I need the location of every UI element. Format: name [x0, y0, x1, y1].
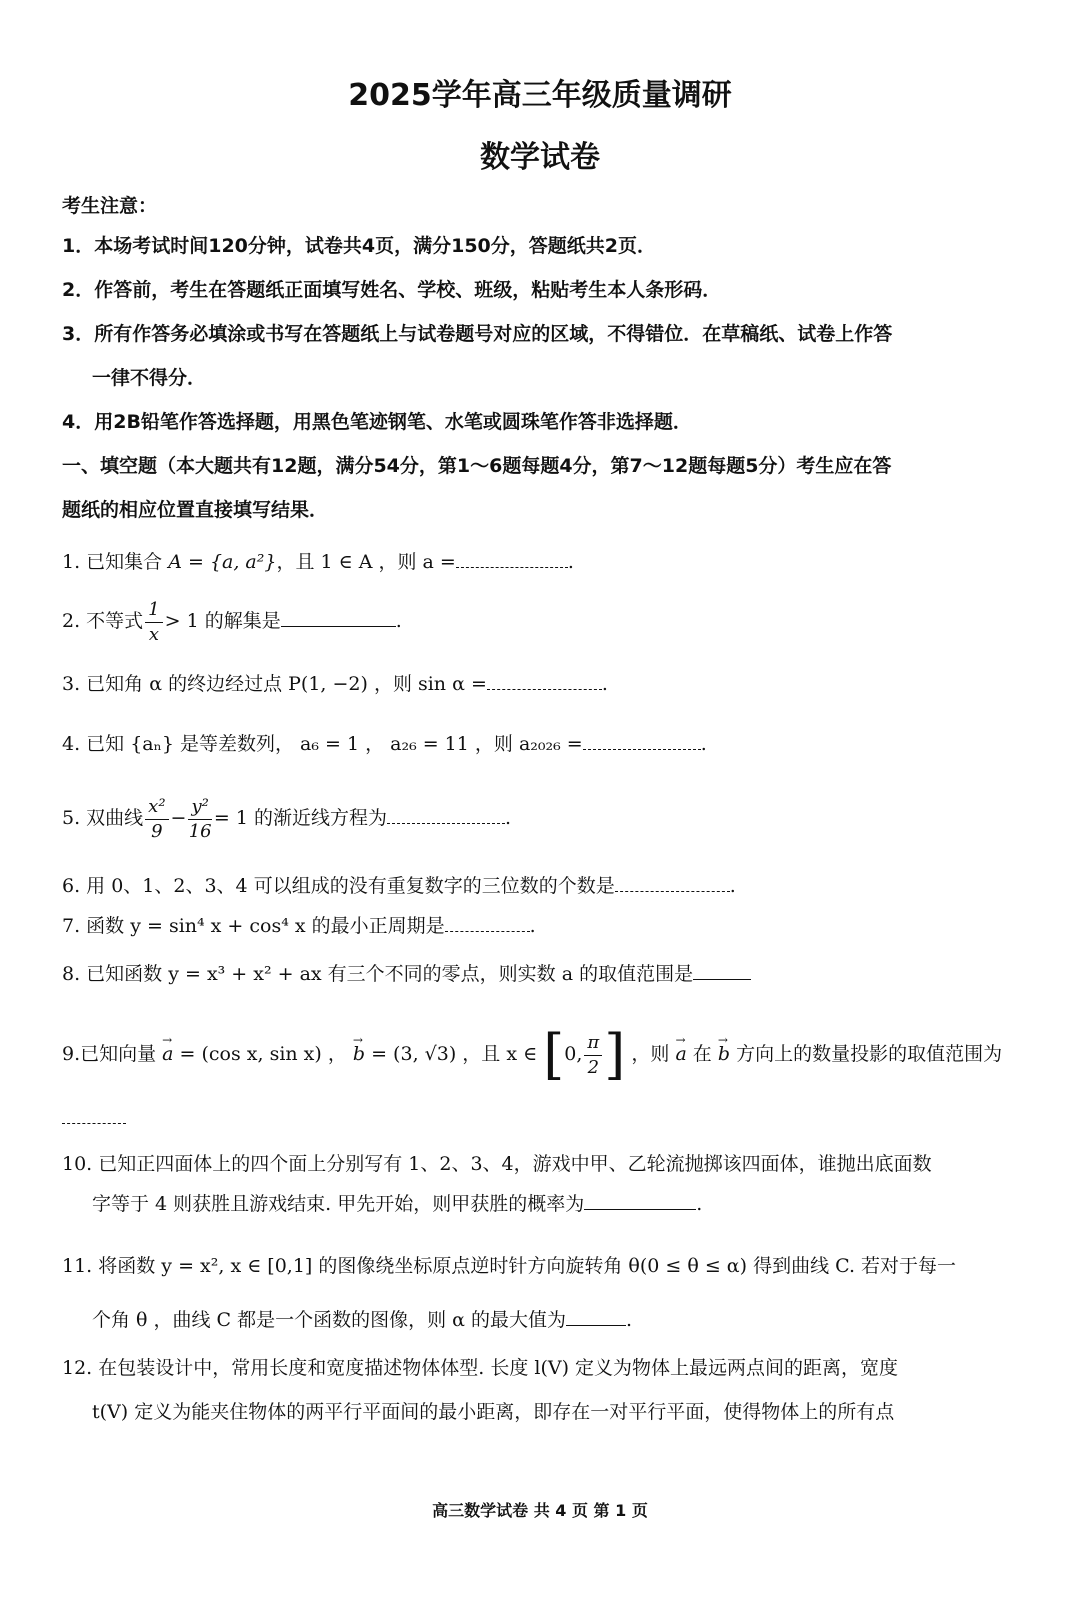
q9-vector-b-2: → b: [718, 1024, 730, 1084]
q5-end: .: [504, 807, 511, 829]
q5-den-x: 9: [151, 820, 163, 842]
notice-item-4: 4．用2B铅笔作答选择题，用黑色笔迹钢笔、水笔或圆珠笔作答非选择题．: [62, 411, 692, 433]
q5-prefix: 5. 双曲线: [62, 807, 144, 829]
q1-mid: ，且 1 ∈ A ，则 a =: [276, 551, 456, 573]
page-footer: 高三数学试卷 共 4 页 第 1 页: [432, 1501, 648, 1520]
question-12-line2: t(V) 定义为能夹住物体的两平行平面间的最小距离，即存在一对平行平面，使得物体上的所有点: [92, 1401, 895, 1423]
q9-right-bracket: ]: [604, 1023, 626, 1086]
q1-end: .: [567, 551, 574, 573]
q7-end: .: [529, 915, 536, 937]
notice-item-3-cont: 一律不得分．: [92, 367, 207, 389]
q8-text: 8. 已知函数 y = x³ + x² + ax 有三个不同的零点，则实数 a 的取值范围是: [62, 963, 694, 985]
exam-title: 2025学年高三年级质量调研: [348, 78, 732, 113]
q1-prefix: 1. 已知集合: [62, 551, 169, 573]
q6-answer-blank[interactable]: [615, 890, 730, 892]
question-10-line1: 10. 已知正四面体上的四个面上分别写有 1、2、3、4，游戏中甲、乙轮流抛掷该四面体，谁抛出底面数: [62, 1153, 932, 1175]
q9-b-def: = (3, √3) ，且 x ∈: [365, 1043, 544, 1065]
q7-text: 7. 函数 y = sin⁴ x + cos⁴ x 的最小正周期是: [62, 915, 445, 937]
question-7: [62, 912, 1020, 940]
question-6: [62, 872, 1020, 900]
question-8: [62, 960, 1020, 988]
q10-text: 字等于 4 则获胜且游戏结束. 甲先开始，则甲获胜的概率为: [92, 1193, 585, 1215]
q5-minus: −: [170, 807, 187, 829]
q5-fraction-y: [188, 795, 211, 844]
q1-answer-blank[interactable]: [456, 566, 568, 568]
q4-text: 4. 已知 {aₙ} 是等差数列， a₆ = 1 ， a₂₆ = 11 ，则 a₂₀₂₆ =: [62, 733, 583, 755]
q3-end: .: [601, 673, 608, 695]
q2-end: .: [395, 610, 402, 632]
question-9: [62, 1024, 1020, 1084]
q9-left-bracket: [: [543, 1023, 565, 1086]
question-3: [62, 670, 1020, 698]
q5-answer-blank[interactable]: [387, 822, 505, 824]
q9-numerator: π: [584, 1031, 602, 1056]
q6-end: .: [729, 875, 736, 897]
q9-suffix: ，则: [625, 1043, 676, 1065]
q2-relation: > 1 的解集是: [164, 610, 281, 632]
q4-answer-blank[interactable]: [583, 748, 701, 750]
question-11-line2: [92, 1306, 1020, 1334]
q10-answer-blank[interactable]: [584, 1208, 696, 1210]
q9-vector-b: → b: [353, 1024, 365, 1084]
q1-set: A = {a, a²}: [168, 551, 277, 573]
q8-answer-blank[interactable]: [693, 978, 751, 980]
question-10-line2: [92, 1190, 1020, 1218]
question-12-line1: 12. 在包装设计中，常用长度和宽度描述物体体型. 长度 l(V) 定义为物体上最远两点间的距离，宽度: [62, 1357, 899, 1379]
question-11-line1: 11. 将函数 y = x², x ∈ [0,1] 的图像绕坐标原点逆时针方向旋转角 θ(0 ≤ θ ≤ α) 得到曲线 C. 若对于每一: [62, 1255, 957, 1277]
q5-relation: = 1 的渐近线方程为: [213, 807, 387, 829]
q9-mid: 在: [686, 1043, 718, 1065]
q5-num-y: y²: [188, 795, 211, 820]
question-4: [62, 730, 1020, 758]
q11-end: .: [626, 1309, 633, 1331]
q9-denominator: 2: [587, 1056, 600, 1078]
q9-answer-blank[interactable]: [62, 1122, 126, 1124]
question-1: [62, 548, 1020, 576]
q11-text: 个角 θ ，曲线 C 都是一个函数的图像，则 α 的最大值为: [92, 1309, 567, 1331]
q2-prefix: 2. 不等式: [62, 610, 144, 632]
q9-fraction: [584, 1031, 602, 1080]
notice-item-2: 2．作答前，考生在答题纸正面填写姓名、学校、班级，粘贴考生本人条形码．: [62, 279, 722, 301]
q9-vector-a: → a: [162, 1024, 173, 1084]
q5-num-x: x²: [145, 795, 168, 820]
q9-answer-line: [62, 1104, 1020, 1132]
q5-fraction-x: [145, 795, 168, 844]
q2-denominator: x: [148, 623, 159, 645]
q9-vector-a-2: → a: [675, 1024, 686, 1084]
q9-prefix: 9.已知向量: [62, 1043, 163, 1065]
q2-fraction: [145, 598, 162, 647]
section-heading-line2: 题纸的相应位置直接填写结果．: [62, 499, 329, 521]
notice-heading: 考生注意：: [62, 195, 158, 217]
q9-tail: 方向上的数量投影的取值范围为: [730, 1043, 1003, 1065]
q4-end: .: [700, 733, 707, 755]
exam-subtitle: 数学试卷: [480, 140, 600, 175]
q2-answer-blank[interactable]: [281, 625, 396, 627]
q11-answer-blank[interactable]: [566, 1324, 626, 1326]
q5-den-y: 16: [188, 820, 212, 842]
q9-zero: 0,: [564, 1043, 583, 1065]
section-heading-line1: 一、填空题（本大题共有12题，满分54分，第1～6题每题4分，第7～12题每题5分）考生应在答: [62, 455, 892, 477]
q2-numerator: 1: [145, 598, 162, 623]
q6-text: 6. 用 0、1、2、3、4 可以组成的没有重复数字的三位数的个数是: [62, 875, 615, 897]
q10-end: .: [696, 1193, 703, 1215]
q3-answer-blank[interactable]: [487, 688, 602, 690]
q9-a-def: = (cos x, sin x) ，: [173, 1043, 353, 1065]
q7-answer-blank[interactable]: [445, 930, 530, 932]
question-5: [62, 790, 1020, 846]
notice-item-1: 1．本场考试时间120分钟，试卷共4页，满分150分，答题纸共2页．: [62, 235, 656, 257]
q3-text: 3. 已知角 α 的终边经过点 P(1, −2) ，则 sin α =: [62, 673, 487, 695]
notice-item-3: 3．所有作答务必填涂或书写在答题纸上与试卷题号对应的区域，不得错位．在草稿纸、试卷上作答: [62, 323, 893, 345]
question-2: [62, 596, 1020, 647]
